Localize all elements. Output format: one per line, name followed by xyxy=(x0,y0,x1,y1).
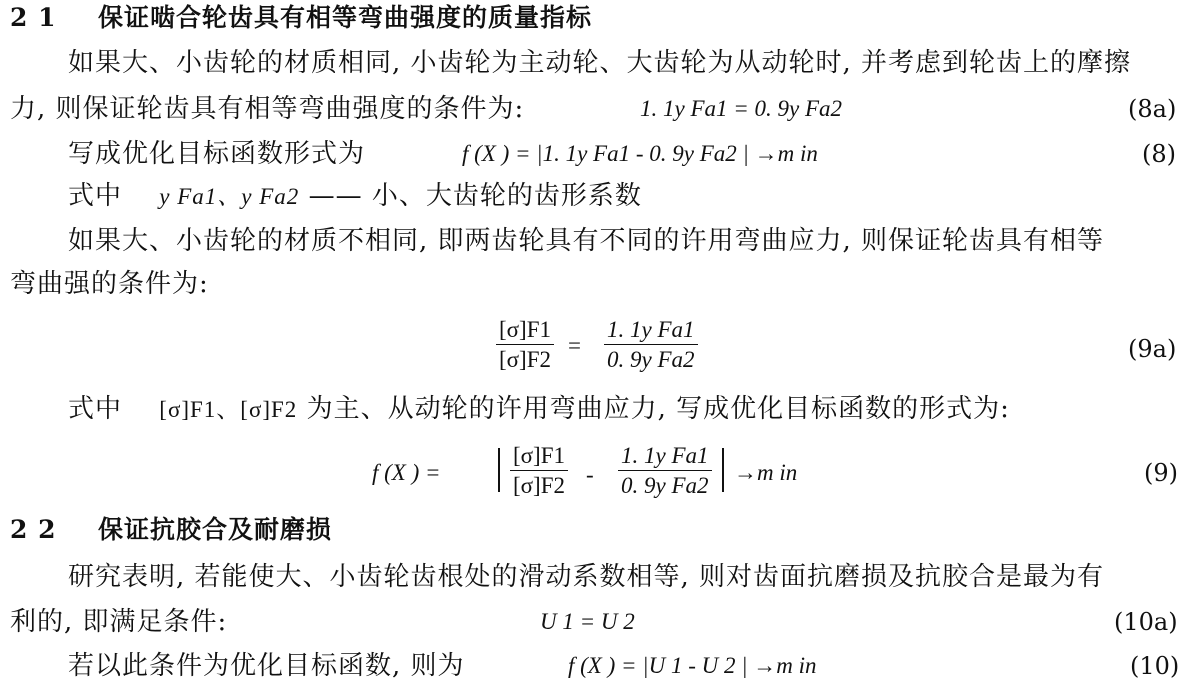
equation-8a: 1. 1y Fa1 = 0. 9y Fa2 xyxy=(640,96,843,121)
definition-line xyxy=(68,393,1010,426)
section-title: 保证抗胶合及耐磨损 xyxy=(97,515,332,544)
absolute-value-bar-left xyxy=(498,448,500,492)
equation-label-8: (8) xyxy=(1142,140,1176,168)
paragraph-line: 如果大、小齿轮的材质相同, 小齿轮为主动轮、大齿轮为从动轮时, 并考虑到轮齿上的摩擦 xyxy=(68,48,1132,78)
absolute-value-bar-right xyxy=(722,448,724,492)
fraction-denominator: [σ]F2 xyxy=(513,473,566,498)
paragraph-line: 如果大、小齿轮的材质不相同, 即两齿轮具有不同的许用弯曲应力, 则保证轮齿具有相等 xyxy=(68,226,1105,256)
equation-8: f (X ) = |1. 1y Fa1 - 0. 9y Fa2 | →m in xyxy=(462,141,818,166)
equals-sign: = xyxy=(568,333,581,358)
fraction-numerator: [σ]F1 xyxy=(496,316,554,345)
equation-label-8a: (8a) xyxy=(1128,95,1177,123)
definition-text: —— 小、大齿轮的齿形系数 xyxy=(308,181,642,211)
paragraph-line: 利的, 即满足条件: xyxy=(10,607,228,637)
definition-prefix: 式中 xyxy=(68,394,123,424)
fraction-denominator: [σ]F2 xyxy=(499,347,552,372)
equation-label-10a: (10a) xyxy=(1114,608,1178,636)
fraction-numerator: [σ]F1 xyxy=(510,442,568,471)
paragraph-line: 写成优化目标函数形式为 xyxy=(68,139,366,169)
definition-symbols: y Fa1、y Fa2 xyxy=(159,184,300,209)
equation-10: f (X ) = |U 1 - U 2 | →m in xyxy=(568,653,817,678)
section-number: 2 1 xyxy=(10,3,57,32)
section-2-2-heading xyxy=(10,514,332,546)
fraction-numerator: 1. 1y Fa1 xyxy=(604,316,698,345)
fraction-numerator: 1. 1y Fa1 xyxy=(618,442,712,471)
equation-label-10: (10) xyxy=(1130,652,1180,680)
definition-line xyxy=(68,180,642,213)
minus-sign: - xyxy=(586,462,594,487)
fraction-denominator: 0. 9y Fa2 xyxy=(621,473,709,498)
section-2-1-heading xyxy=(10,2,592,34)
equation-9-rhs: →m in xyxy=(734,460,798,485)
fraction-denominator: 0. 9y Fa2 xyxy=(607,347,695,372)
equation-9-lhs: f (X ) = xyxy=(372,460,441,485)
definition-text: 为主、从动轮的许用弯曲应力, 写成优化目标函数的形式为: xyxy=(306,394,1010,424)
equation-label-9: (9) xyxy=(1144,459,1178,487)
definition-prefix: 式中 xyxy=(68,181,123,211)
section-title: 保证啮合轮齿具有相等弯曲强度的质量指标 xyxy=(97,3,592,32)
equation-9a-right-fraction xyxy=(604,316,698,375)
paragraph-line: 弯曲强的条件为: xyxy=(10,269,209,299)
equation-label-9a: (9a) xyxy=(1128,335,1177,363)
equation-9-left-fraction xyxy=(510,442,568,501)
paragraph-line: 力, 则保证轮齿具有相等弯曲强度的条件为: xyxy=(10,94,525,124)
section-number: 2 2 xyxy=(10,515,57,544)
equation-9a-left-fraction xyxy=(496,316,554,375)
equation-10a: U 1 = U 2 xyxy=(540,609,635,634)
paragraph-line: 若以此条件为优化目标函数, 则为 xyxy=(68,651,465,681)
equation-9-right-fraction xyxy=(618,442,712,501)
definition-symbols: [σ]F1、[σ]F2 xyxy=(159,397,298,422)
paragraph-line: 研究表明, 若能使大、小齿轮齿根处的滑动系数相等, 则对齿面抗磨损及抗胶合是最为有 xyxy=(68,562,1105,592)
